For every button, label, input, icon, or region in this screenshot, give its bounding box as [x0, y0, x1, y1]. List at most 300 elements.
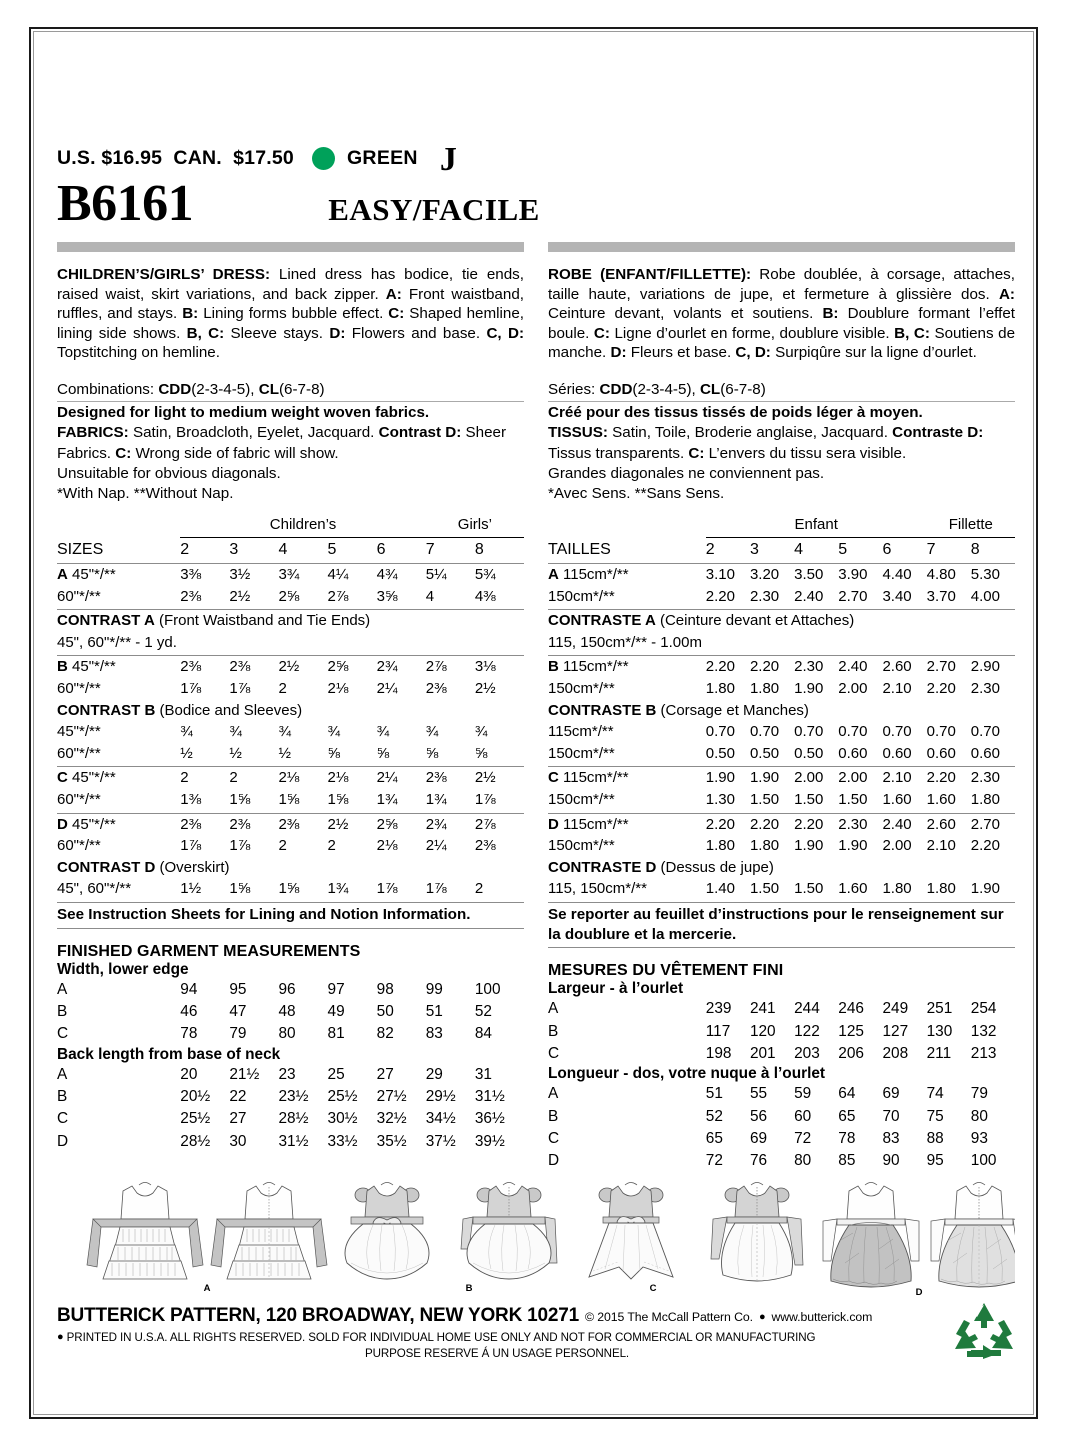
yardage-value-cell: ¾	[229, 723, 242, 741]
fgm-value-cell: 80	[278, 1025, 296, 1043]
yardage-value-cell: 1⅝	[278, 878, 327, 902]
fgm-value-cell: 55	[749, 1085, 768, 1103]
fgm-value-cell: 30½	[327, 1110, 358, 1128]
fgm-value-cell: 85	[838, 1152, 856, 1170]
yardage-value-cell: ⅝	[426, 743, 475, 767]
yardage-value-cell: 2⅜	[278, 815, 300, 833]
yardage-value-cell: 1⅞	[377, 878, 426, 902]
fgm-value-cell: 36½	[474, 1110, 505, 1128]
fgm-value-cell: 96	[278, 980, 296, 998]
yardage-value-cell: 3.70	[927, 586, 971, 610]
yardage-value-cell: 1⅝	[229, 789, 278, 813]
yardage-row-label: D 115cm*/**	[548, 815, 629, 833]
fgm-value-cell: 82	[376, 1025, 394, 1043]
yardage-value-cell: 4.80	[926, 565, 956, 583]
fgm-value-cell: 88	[926, 1130, 944, 1148]
group-header-children	[180, 514, 425, 538]
yardage-data-row	[548, 563, 1015, 585]
english-instruction-note: See Instruction Sheets for Lining and Notion Information.	[57, 905, 471, 923]
yardage-value-cell: 0.50	[706, 743, 750, 767]
fgm-value-cell: 50	[376, 1002, 394, 1020]
yardage-data-row	[548, 835, 1015, 857]
yardage-data-row	[548, 721, 1015, 743]
bold-run: B:	[182, 305, 199, 323]
english-nap-note: *With Nap. **Without Nap.	[57, 485, 234, 503]
yardage-value-cell: 0.50	[750, 743, 794, 767]
yardage-value-cell: 2⅜	[474, 837, 496, 855]
bold-run: C, D:	[735, 344, 771, 362]
yardage-value-cell: 1¾	[426, 789, 475, 813]
sizes-label: SIZES	[57, 538, 180, 564]
yardage-value-cell: 2.10	[882, 679, 912, 697]
view-letter: C	[548, 769, 559, 787]
yardage-value-cell: 3.10	[705, 565, 735, 583]
bold-run: CHILDREN’S/GIRLS’ DRESS:	[57, 266, 271, 283]
yardage-value-cell: 3½	[229, 565, 251, 583]
yardage-value-cell: ¾	[180, 723, 193, 741]
yardage-value-cell: 2⅝	[376, 815, 398, 833]
size-header-cell: 2	[706, 538, 750, 564]
yardage-value-cell: 2⅜	[180, 815, 202, 833]
yardage-value-cell: 1.50	[794, 878, 838, 902]
yardage-value-cell: ⅝	[475, 743, 524, 767]
bold-run: B, C:	[894, 324, 930, 342]
fgm-value-cell: 31½	[474, 1087, 505, 1105]
fgm-value-cell: 213	[970, 1045, 997, 1063]
fgm-value-cell: 79	[970, 1085, 988, 1103]
yardage-value-cell: 1.90	[838, 837, 868, 855]
fgm-value-cell: 97	[327, 980, 345, 998]
yardage-value-cell: 2.40	[882, 815, 912, 833]
view-letter: B	[57, 658, 68, 676]
yardage-value-cell: 5¼	[425, 565, 447, 583]
fgm-table	[548, 998, 1015, 1065]
fgm-view-label: A	[57, 980, 68, 998]
yardage-value-cell: 1.80	[927, 878, 971, 902]
yardage-subheading-row	[548, 700, 1015, 722]
fgm-value-cell: 94	[180, 980, 198, 998]
yardage-sizes-row	[57, 538, 524, 564]
footer-legal-line-2: PURPOSE RESERVE Á UN USAGE PERSONNEL.	[364, 1346, 630, 1360]
yardage-value-cell: 5.30	[970, 565, 1000, 583]
fgm-value-cell: 125	[838, 1022, 864, 1040]
yardage-value-cell: 1.40	[706, 878, 750, 902]
fgm-value-cell: 51	[425, 1002, 443, 1020]
yardage-value-cell: 2¾	[425, 815, 447, 833]
size-header-cell: 7	[927, 538, 971, 564]
yardage-row-label: D 45"*/**	[57, 815, 116, 833]
english-combinations-line	[57, 380, 524, 400]
yardage-group-header-row	[57, 514, 524, 538]
group-header-label: Fillette	[927, 514, 1015, 538]
yardage-value-cell: 2.20	[926, 769, 956, 787]
english-unsuitable: Unsuitable for obvious diagonals.	[57, 464, 281, 482]
yardage-value-cell: 2.20	[926, 679, 956, 697]
yardage-value-cell: 2⅛	[376, 837, 398, 855]
fgm-value-cell: 28½	[278, 1110, 309, 1128]
yardage-subheading-row	[57, 610, 524, 632]
single-yardage-value: 115, 150cm*/** - 1.00m	[548, 632, 1015, 656]
yardage-row-label: B 45"*/**	[57, 658, 116, 676]
fgm-value-cell: 25½	[327, 1087, 358, 1105]
footer	[57, 1305, 1015, 1360]
english-yardage-table	[57, 514, 524, 903]
yardage-value-cell: 2.30	[838, 815, 868, 833]
yardage-value-cell: 0.70	[794, 723, 824, 741]
contrast-label: CONTRAST D	[57, 858, 156, 876]
group-header-label: Children’s	[180, 514, 425, 538]
fgm-value-cell: 69	[882, 1085, 900, 1103]
yardage-row-label: 115, 150cm*/**	[548, 878, 706, 902]
yardage-row-label: 60"*/**	[57, 837, 101, 855]
fgm-value-cell: 20	[180, 1065, 198, 1083]
fgm-value-cell: 25½	[180, 1110, 211, 1128]
fgm-subtitle: Largeur - à l’ourlet	[548, 980, 684, 998]
fgm-value-cell: 72	[794, 1130, 812, 1148]
french-combinations-line	[548, 380, 1015, 400]
yardage-value-cell: 2.70	[838, 586, 882, 610]
fgm-value-cell: 246	[838, 1000, 864, 1018]
footer-brand-line	[57, 1305, 1015, 1327]
fabric-rule	[57, 401, 524, 402]
yardage-value-cell: 2	[180, 769, 189, 787]
divider-left	[57, 242, 524, 252]
yardage-value-cell: 2.40	[794, 586, 838, 610]
english-column	[57, 265, 524, 1173]
footer-bullet-icon: ●	[758, 1310, 766, 1323]
fgm-value-cell: 64	[838, 1085, 856, 1103]
fgm-row	[548, 1083, 1015, 1105]
size-header-cell: 6	[882, 538, 926, 564]
yardage-value-cell: 2⅛	[278, 769, 300, 787]
fgm-view-label: C	[548, 1045, 560, 1063]
fgm-value-cell: 48	[278, 1002, 296, 1020]
fgm-value-cell: 100	[474, 980, 501, 998]
yardage-value-cell: 3.50	[794, 565, 824, 583]
yardage-data-row	[57, 586, 524, 610]
fgm-value-cell: 78	[180, 1025, 198, 1043]
fgm-value-cell: 203	[794, 1045, 820, 1063]
bold-run: A:	[998, 285, 1015, 303]
fgm-value-cell: 52	[705, 1107, 723, 1125]
yardage-value-cell: 1⅞	[475, 789, 524, 813]
fgm-value-cell: 46	[180, 1002, 198, 1020]
yardage-value-cell: 2½	[278, 658, 300, 676]
yardage-data-row	[57, 789, 524, 813]
yardage-value-cell: 1.50	[750, 878, 794, 902]
yardage-data-row	[548, 586, 1015, 610]
fgm-value-cell: 69	[749, 1130, 768, 1148]
fgm-value-cell: 23	[278, 1065, 296, 1083]
yardage-value-cell: 2.10	[882, 769, 912, 787]
fgm-table	[548, 1083, 1015, 1172]
yardage-value-cell: 2	[229, 769, 238, 787]
yardage-single-row	[57, 632, 524, 656]
contrast-label: CONTRASTE A	[548, 612, 656, 630]
fgm-value-cell: 132	[970, 1022, 997, 1040]
fgm-value-cell: 254	[970, 1000, 997, 1018]
yardage-value-cell: 2¾	[376, 658, 398, 676]
contrast-subheading: CONTRASTE B (Corsage et Manches)	[548, 701, 809, 719]
group-header-girls	[426, 514, 524, 538]
fgm-value-cell: 28½	[180, 1132, 211, 1150]
yardage-value-cell: 2⅞	[328, 586, 377, 610]
yardage-value-cell: 1.90	[794, 679, 824, 697]
fgm-value-cell: 52	[474, 1002, 492, 1020]
yardage-subheading-row	[548, 610, 1015, 632]
yardage-value-cell: 2.20	[794, 815, 824, 833]
size-header-cell: 8	[475, 538, 524, 564]
size-header-cell: 3	[750, 538, 794, 564]
bold-run: FABRICS:	[57, 424, 129, 442]
fgm-subtitle: Longueur - dos, votre nuque à l’ourlet	[548, 1065, 826, 1083]
yardage-row-label: A 45"*/**	[57, 565, 116, 583]
yardage-value-cell: 1⅝	[278, 789, 327, 813]
yardage-value-cell: 0.70	[882, 723, 912, 741]
fgm-value-cell: 208	[882, 1045, 909, 1063]
yardage-value-cell: 1¾	[377, 789, 426, 813]
yardage-value-cell: 1.80	[705, 679, 735, 697]
color-label: GREEN	[346, 146, 418, 169]
yardage-value-cell: ½	[229, 743, 278, 767]
fgm-row	[548, 1150, 1015, 1172]
fgm-subtitle: Width, lower edge	[57, 960, 189, 978]
yardage-data-row	[548, 678, 1015, 700]
yardage-value-cell: 1⅞	[229, 679, 251, 697]
english-section-separator	[57, 928, 524, 929]
fgm-value-cell: 22	[229, 1087, 247, 1105]
yardage-data-row	[57, 678, 524, 700]
yardage-group-header-row	[548, 514, 1015, 538]
yardage-value-cell: 1.80	[705, 837, 735, 855]
yardage-value-cell: 1.80	[882, 878, 926, 902]
fgm-value-cell: 60	[794, 1107, 812, 1125]
yardage-value-cell: 2⅜	[229, 815, 251, 833]
illustration-label-a: A	[203, 1282, 211, 1294]
yardage-value-cell: 4⅜	[475, 586, 524, 610]
yardage-subheading-row	[548, 857, 1015, 879]
fabric-rule	[548, 401, 1015, 402]
yardage-value-cell: 2⅝	[327, 658, 349, 676]
yardage-value-cell: 2.40	[838, 658, 868, 676]
yardage-data-row	[548, 878, 1015, 902]
fgm-value-cell: 206	[838, 1045, 864, 1063]
fgm-view-label: C	[57, 1025, 69, 1043]
yardage-row-label: 60"*/**	[57, 586, 180, 610]
divider-right	[548, 242, 1015, 252]
fgm-value-cell: 32½	[376, 1110, 407, 1128]
fgm-value-cell: 198	[705, 1045, 732, 1063]
english-designed-for: Designed for light to medium weight woven fabrics.	[57, 404, 430, 422]
yardage-value-cell: 0.70	[838, 723, 868, 741]
illustration-label-c: C	[649, 1282, 657, 1294]
size-header-cell: 5	[328, 538, 377, 564]
fgm-value-cell: 251	[926, 1000, 953, 1018]
yardage-value-cell: 2.30	[794, 658, 824, 676]
yardage-data-row	[57, 767, 524, 789]
yardage-row-label: 60"*/**	[57, 789, 180, 813]
yardage-row-label: A 115cm*/**	[548, 565, 629, 583]
yardage-value-cell: 1.50	[750, 789, 794, 813]
fgm-value-cell: 31½	[278, 1132, 309, 1150]
fgm-value-cell: 90	[882, 1152, 900, 1170]
yardage-value-cell: 2.30	[970, 769, 1000, 787]
english-fgm-body	[57, 961, 524, 1153]
footer-copyright: © 2015 The McCall Pattern Co.	[585, 1309, 753, 1324]
yardage-value-cell: 2.20	[705, 815, 735, 833]
yardage-value-cell: 2⅝	[278, 586, 327, 610]
fgm-value-cell: 95	[229, 980, 247, 998]
fgm-row	[57, 1023, 524, 1045]
french-fabric-block	[548, 380, 1015, 504]
fgm-value-cell: 29	[425, 1065, 443, 1083]
fgm-row	[548, 1021, 1015, 1043]
yardage-value-cell: 2.20	[970, 837, 1000, 855]
yardage-value-cell: 2.00	[838, 769, 868, 787]
fgm-value-cell: 76	[749, 1152, 768, 1170]
fgm-row	[548, 1043, 1015, 1065]
french-unsuitable: Grandes diagonales ne conviennent pas.	[548, 464, 825, 482]
yardage-value-cell: 1.50	[794, 789, 838, 813]
yardage-value-cell: 0.60	[882, 743, 926, 767]
yardage-row-label: 150cm*/**	[548, 743, 706, 767]
fgm-view-label: B	[548, 1107, 559, 1125]
fgm-view-label: B	[548, 1022, 559, 1040]
yardage-data-row	[548, 743, 1015, 767]
english-fgm-title: FINISHED GARMENT MEASUREMENTS	[57, 942, 361, 960]
fgm-value-cell: 99	[425, 980, 443, 998]
yardage-value-cell: 2.00	[838, 679, 868, 697]
bold-run: ROBE (ENFANT/FILLETTE):	[548, 266, 752, 283]
yardage-value-cell: 2⅛	[327, 769, 349, 787]
fgm-value-cell: 98	[376, 980, 394, 998]
view-letter: C	[57, 769, 68, 787]
title-row	[57, 175, 1015, 236]
spacer-cell	[57, 514, 180, 538]
french-fgm-body	[548, 980, 1015, 1172]
yardage-value-cell: 2⅞	[425, 658, 447, 676]
fgm-value-cell: 33½	[327, 1132, 358, 1150]
yardage-value-cell: 1.80	[749, 679, 780, 697]
footer-legal-line-1	[57, 1331, 937, 1344]
footer-website[interactable]: www.butterick.com	[771, 1309, 873, 1324]
sizes-label: TAILLES	[548, 538, 706, 564]
view-letter: B	[548, 658, 559, 676]
yardage-data-row	[548, 789, 1015, 813]
yardage-value-cell: 1.80	[749, 837, 780, 855]
yardage-value-cell: 2⅜	[180, 658, 202, 676]
fgm-table	[57, 979, 524, 1046]
yardage-value-cell: 2⅜	[180, 586, 229, 610]
bold-run: C, D:	[486, 324, 524, 342]
contrast-subheading: CONTRAST B (Bodice and Sleeves)	[57, 701, 303, 719]
divider-gap	[524, 242, 548, 252]
french-fabrics: TISSUS: Satin, Toile, Broderie anglaise, Jacquard. Contraste D: Tissus transparents. C: L’envers du tissu sera visible.	[548, 424, 984, 462]
yardage-value-cell: 0.60	[971, 743, 1015, 767]
yardage-value-cell: 4¼	[327, 565, 349, 583]
bold-run: D:	[610, 344, 627, 362]
yardage-value-cell: 0.70	[705, 723, 735, 741]
yardage-value-cell: 2.20	[749, 815, 780, 833]
combinations-value: CDD(2-3-4-5), CL(6-7-8)	[158, 381, 325, 399]
yardage-data-row	[57, 563, 524, 585]
fgm-view-label: A	[548, 1085, 559, 1103]
fgm-value-cell: 65	[705, 1130, 723, 1148]
yardage-value-cell: ¾	[474, 723, 488, 741]
fgm-value-cell: 30	[229, 1132, 247, 1150]
yardage-value-cell: 3⅝	[377, 586, 426, 610]
fgm-value-cell: 75	[926, 1107, 944, 1125]
fgm-row	[548, 1106, 1015, 1128]
fgm-value-cell: 80	[970, 1107, 988, 1125]
fgm-value-cell: 70	[882, 1107, 900, 1125]
yardage-value-cell: 2⅜	[425, 769, 447, 787]
series-label: Séries:	[548, 381, 596, 399]
yardage-value-cell: 2⅜	[425, 679, 447, 697]
yardage-value-cell: 3¾	[278, 565, 300, 583]
yardage-data-row	[57, 878, 524, 902]
size-header-cell: 8	[971, 538, 1015, 564]
yardage-value-cell: 4	[426, 586, 475, 610]
fgm-value-cell: 72	[705, 1152, 723, 1170]
yardage-value-cell: 1.90	[794, 837, 824, 855]
bold-run: B, C:	[186, 324, 225, 342]
spacer-cell	[548, 514, 706, 538]
yardage-value-cell: 2.60	[926, 815, 956, 833]
yardage-value-cell: 2	[475, 878, 524, 902]
yardage-value-cell: 2.00	[882, 837, 912, 855]
fgm-view-label: D	[548, 1152, 560, 1170]
yardage-row-label: 60"*/**	[57, 743, 180, 767]
garment-illustrations	[57, 1181, 1015, 1299]
fgm-value-cell: 56	[749, 1107, 768, 1125]
fgm-value-cell: 49	[327, 1002, 345, 1020]
color-swatch-icon	[312, 147, 335, 170]
header-divider-bar	[57, 242, 1015, 252]
fgm-row	[57, 979, 524, 1001]
french-fgm-title: MESURES DU VÊTEMENT FINI	[548, 962, 784, 980]
yardage-value-cell: 1⅝	[328, 789, 377, 813]
illustration-label-d: D	[915, 1286, 923, 1298]
yardage-value-cell: 3⅛	[474, 658, 496, 676]
yardage-value-cell: 1¾	[328, 878, 377, 902]
footer-legal-text-1: PRINTED IN U.S.A. ALL RIGHTS RESERVED. SOLD FOR INDIVIDUAL HOME USE ONLY AND NOT FOR COMMERCIAL OR MANUFACTURING	[66, 1330, 816, 1344]
yardage-value-cell: 2.20	[749, 658, 780, 676]
yardage-value-cell: 2.20	[706, 586, 750, 610]
fgm-value-cell: 27½	[376, 1087, 407, 1105]
yardage-value-cell: 3⅜	[180, 565, 202, 583]
fgm-value-cell: 100	[970, 1152, 997, 1170]
fgm-value-cell: 37½	[425, 1132, 456, 1150]
fgm-value-cell: 84	[474, 1025, 492, 1043]
yardage-row-label: B 115cm*/**	[548, 658, 629, 676]
size-header-cell: 4	[278, 538, 327, 564]
view-letter: A	[57, 565, 68, 583]
fgm-view-label: B	[57, 1087, 68, 1105]
yardage-value-cell: 1.60	[882, 789, 926, 813]
english-fabric-block	[57, 380, 524, 504]
fgm-value-cell: 47	[229, 1002, 247, 1020]
fgm-value-cell: 95	[926, 1152, 944, 1170]
fgm-value-cell: 122	[794, 1022, 820, 1040]
fgm-view-label: A	[57, 1065, 68, 1083]
yardage-data-row	[57, 721, 524, 743]
fgm-value-cell: 39½	[474, 1132, 505, 1150]
pattern-number: B6161	[57, 175, 194, 232]
yardage-value-cell: 2.90	[970, 658, 1000, 676]
fgm-value-cell: 20½	[180, 1087, 211, 1105]
fgm-row	[57, 1108, 524, 1130]
